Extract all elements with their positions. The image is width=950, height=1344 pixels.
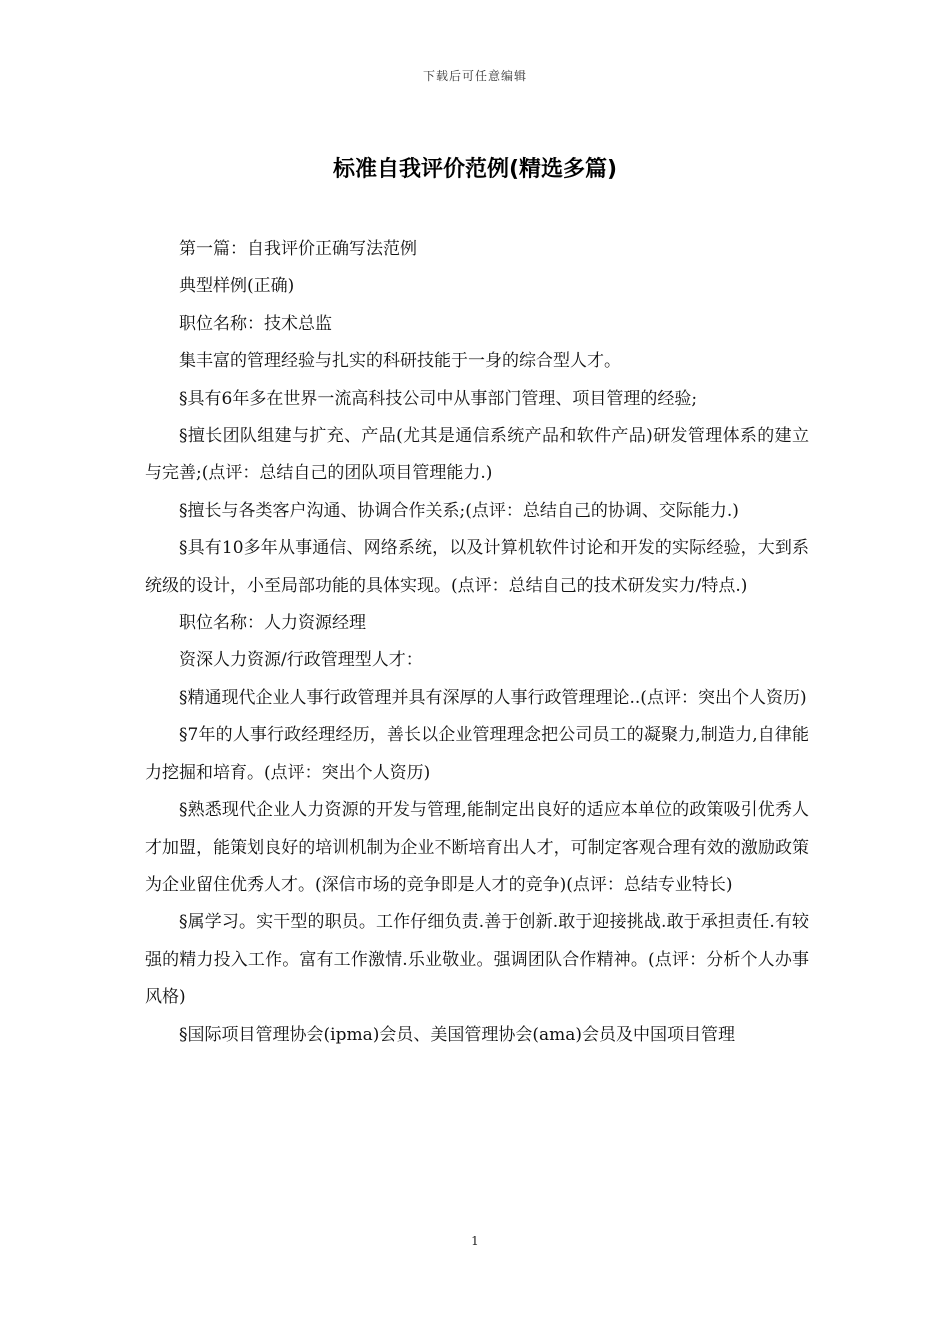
bullet-paragraph: §属学习。实干型的职员。工作仔细负责.善于创新.敢于迎接挑战.敢于承担责任.有较强的精力投入工作。富有工作激情.乐业敬业。强调团队合作精神。(点评：分析个人办事风格) (145, 912, 809, 1008)
position-title: 职位名称：技术总监 (179, 313, 332, 334)
page-number: 1 (471, 1234, 479, 1248)
position-title: 职位名称：人力资源经理 (179, 613, 366, 634)
section-heading: 第一篇：自我评价正确写法范例 (179, 239, 417, 259)
bullet-paragraph: §具有6年多在世界一流高科技公司中从事部门管理、项目管理的经验; (179, 388, 698, 409)
bullet-paragraph: §具有10多年从事通信、网络系统，以及计算机软件讨论和开发的实际经验，大到系统级的设计，小至局部功能的具体实现。(点评：总结自己的技术研发实力/特点.) (145, 538, 809, 596)
paragraph: 集丰富的管理经验与扎实的科研技能于一身的综合型人才。 (179, 351, 621, 372)
bullet-paragraph: §7年的人事行政经理经历，善长以企业管理理念把公司员工的凝聚力,制造力,自律能力挖掘和培育。(点评：突出个人资历) (145, 725, 809, 783)
example-label: 典型样例(正确) (179, 276, 295, 297)
document-body (145, 231, 809, 1054)
paragraph: 资深人力资源/行政管理型人才： (179, 650, 423, 671)
header-note: 下载后可任意编辑 (422, 69, 527, 83)
bullet-paragraph: §擅长与各类客户沟通、协调合作关系;(点评：总结自己的协调、交际能力.) (179, 500, 739, 521)
bullet-paragraph: §擅长团队组建与扩充、产品(尤其是通信系统产品和软件产品)研发管理体系的建立与完善;(点评：总结自己的团队项目管理能力.) (145, 426, 809, 484)
bullet-paragraph: §精通现代企业人事行政管理并具有深厚的人事行政管理理论..(点评：突出个人资历) (179, 687, 807, 708)
bullet-paragraph: §国际项目管理协会(ipma)会员、美国管理协会(ama)会员及中国项目管理 (179, 1024, 735, 1045)
document-title: 标准自我评价范例(精选多篇) (332, 157, 618, 182)
bullet-paragraph: §熟悉现代企业人力资源的开发与管理,能制定出良好的适应本单位的政策吸引优秀人才加盟，能策划良好的培训机制为企业不断培育出人才，可制定客观合理有效的激励政策为企业留住优秀人才。(深信市场的竞争即是人才的竞争)(点评：总结专业特长) (145, 800, 809, 895)
